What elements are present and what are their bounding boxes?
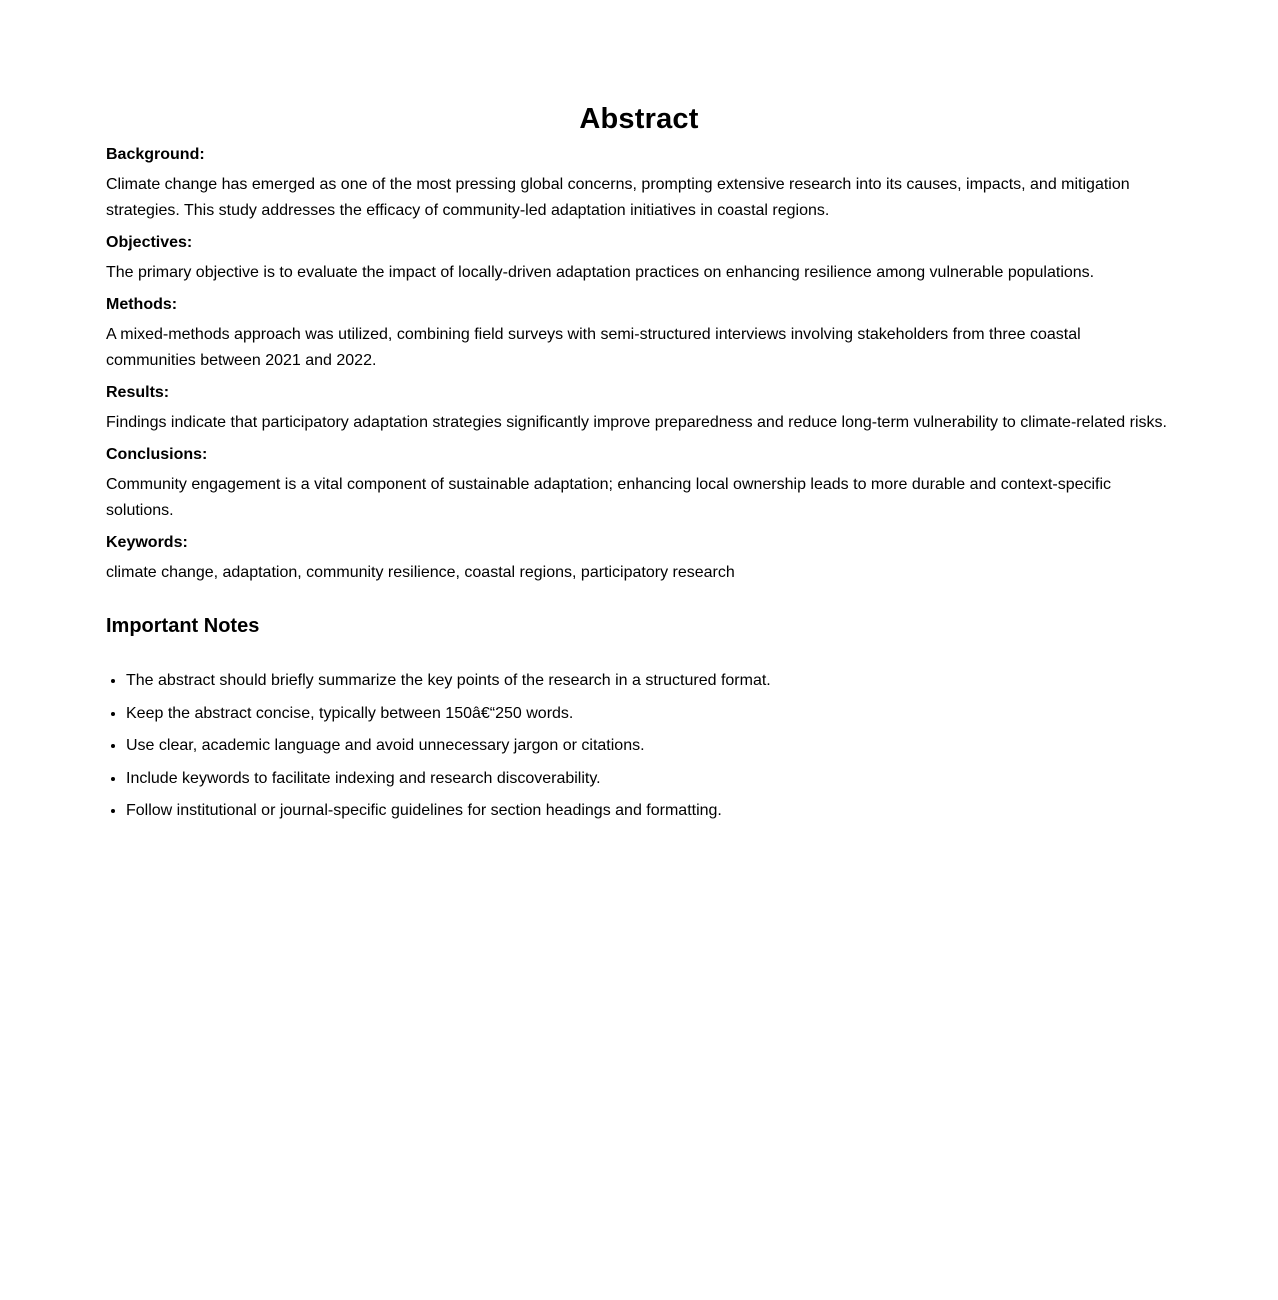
list-item: • Keep the abstract concise, typically between 150â€“250 words.: [126, 701, 1172, 727]
notes-heading: Important Notes: [106, 615, 260, 637]
section-objectives: [106, 233, 1172, 286]
section-text: Findings indicate that participatory adaptation strategies significantly improve preparedness and reduce long-term vulnerability to climate-related risks.: [106, 414, 1167, 431]
section-background: [106, 145, 1172, 224]
list-item: • The abstract should briefly summarize the key points of the research in a structured format.: [126, 668, 1172, 694]
section-heading: Keywords:: [106, 534, 188, 551]
section-heading: Conclusions:: [106, 446, 208, 463]
section-heading: Results:: [106, 384, 170, 401]
section-heading: Background:: [106, 146, 205, 163]
section-text: Climate change has emerged as one of the most pressing global concerns, prompting extensive research into its causes, impacts, and mitigation strategies. This study addresses the efficacy of community-led adaptation initiatives in coastal regions.: [106, 176, 1130, 219]
section-text: Community engagement is a vital component of sustainable adaptation; enhancing local ownership leads to more durable and context-specific solutions.: [106, 476, 1112, 519]
notes-list: [106, 668, 1172, 824]
abstract-sections: [106, 145, 1172, 586]
section-text: A mixed-methods approach was utilized, combining field surveys with semi-structured interviews involving stakeholders from three coastal communities between 2021 and 2022.: [106, 326, 1081, 369]
section-text: The primary objective is to evaluate the impact of locally-driven adaptation practices on enhancing resilience among vulnerable populations.: [106, 264, 1095, 281]
list-item: • Use clear, academic language and avoid unnecessary jargon or citations.: [126, 733, 1172, 759]
keywords-text: climate change, adaptation, community resilience, coastal regions, participatory research: [106, 564, 735, 581]
section-conclusions: [106, 445, 1172, 524]
section-heading: Methods:: [106, 296, 178, 313]
section-methods: [106, 295, 1172, 374]
section-keywords: [106, 533, 1172, 586]
list-item: • Include keywords to facilitate indexing and research discoverability.: [126, 766, 1172, 792]
list-item: • Follow institutional or journal-specific guidelines for section headings and formatting.: [126, 798, 1172, 824]
page-title: Abstract: [579, 103, 699, 135]
section-heading: Objectives:: [106, 234, 193, 251]
section-results: [106, 383, 1172, 436]
